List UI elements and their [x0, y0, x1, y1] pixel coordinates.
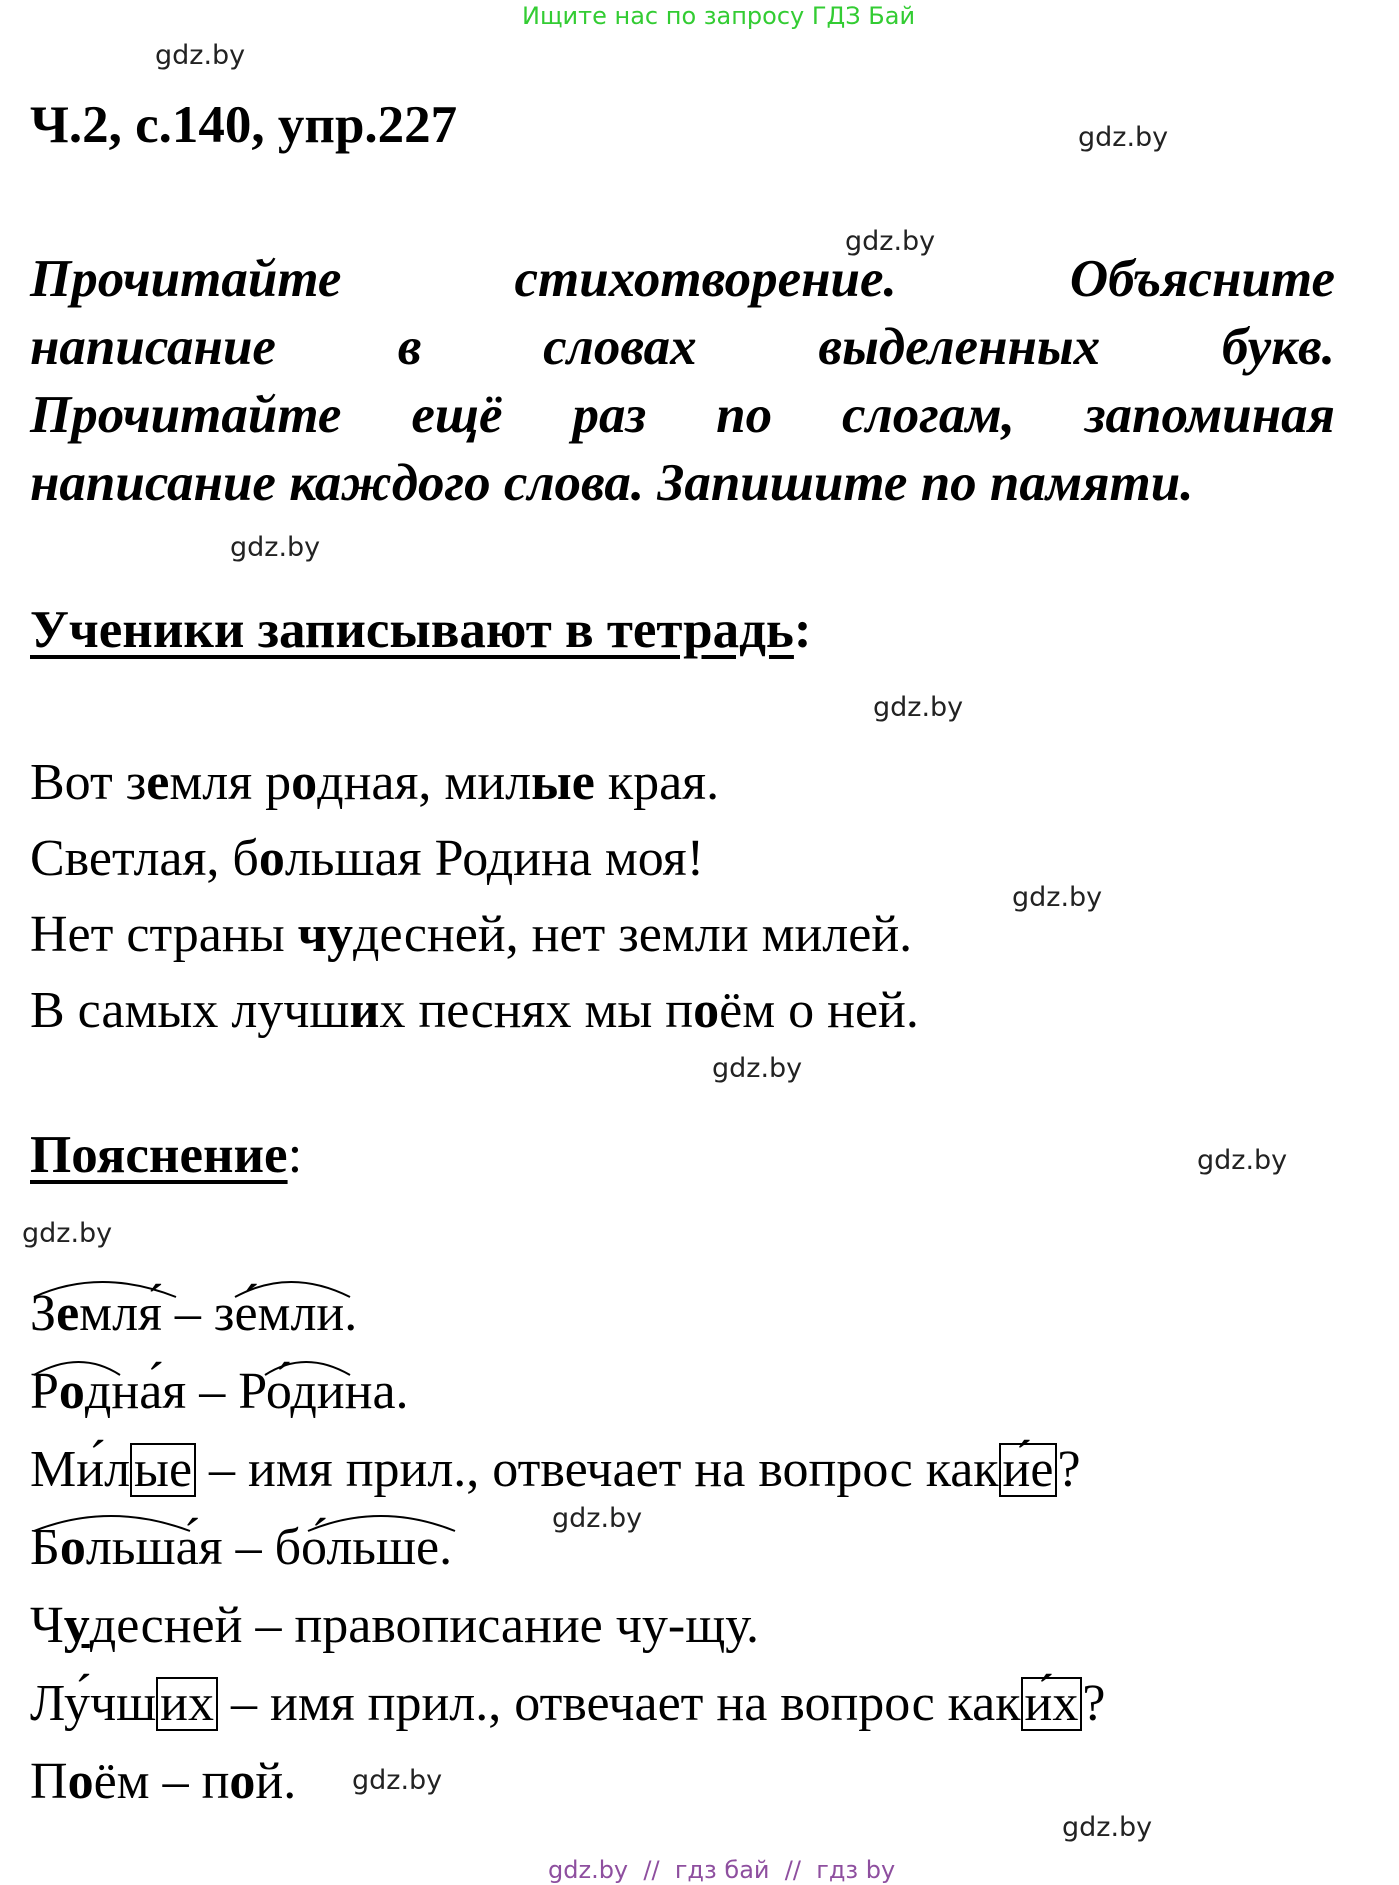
explanation	[30, 1275, 1105, 1821]
explanation-row-3: Ми́лые – имя прил., отвечает на вопрос каки́е?	[30, 1441, 1081, 1498]
footer-links[interactable]: gdz.by // гдз бай // гдз by	[548, 1856, 896, 1884]
task-line-4: написание каждого слова. Запишите по памяти.	[30, 454, 1194, 512]
watermark: gdz.by	[1012, 882, 1103, 913]
poem-line-4: В самых лучших песнях мы поём о ней.	[30, 982, 919, 1039]
explanation-row-5: Чудесней – правописание чу-щу.	[30, 1597, 760, 1654]
ending-box: и́е	[999, 1443, 1058, 1497]
ending-box: и́х	[1021, 1677, 1083, 1731]
section-title-explanation: Пояснение:	[30, 1126, 303, 1184]
watermark: gdz.by	[552, 1503, 643, 1534]
poem-line-2: Светлая, большая Родина моя!	[30, 830, 705, 887]
task-line-2: написание в словах выделенных букв.	[30, 318, 1335, 376]
watermark: gdz.by	[230, 532, 321, 563]
explanation-row-4: Больша́я – бо́льше.	[30, 1509, 1105, 1587]
root-arc-icon	[30, 1267, 450, 1307]
ending-box: их	[156, 1677, 218, 1731]
watermark: gdz.by	[845, 226, 936, 257]
watermark: gdz.by	[155, 40, 246, 71]
watermark: gdz.by	[352, 1765, 443, 1796]
poem	[30, 745, 919, 1049]
watermark: gdz.by	[1078, 122, 1169, 153]
root-arc-icon	[30, 1501, 550, 1541]
task-line-1: Прочитайте стихотворение. Объясните	[30, 250, 1335, 308]
task-text	[30, 245, 1335, 517]
watermark: gdz.by	[873, 692, 964, 723]
watermark: gdz.by	[1062, 1812, 1153, 1843]
explanation-row-1: Земля́ – зе́мли.	[30, 1275, 1105, 1353]
section-title-notebook: Ученики записывают в тетрадь:	[30, 601, 812, 659]
root-arc-icon	[30, 1345, 450, 1385]
watermark: gdz.by	[22, 1218, 113, 1249]
poem-line-3: Нет страны чудесней, нет земли милей.	[30, 906, 913, 963]
poem-line-1: Вот земля родная, милые края.	[30, 754, 720, 811]
page-title: Ч.2, с.140, упр.227	[30, 96, 458, 154]
watermark: gdz.by	[712, 1053, 803, 1084]
explanation-row-2: Родна́я – Ро́дина.	[30, 1353, 1105, 1431]
watermark: gdz.by	[1197, 1145, 1288, 1176]
explanation-row-7: Поём – пой.	[30, 1753, 297, 1810]
ending-box: ые	[130, 1443, 196, 1497]
top-banner[interactable]: Ищите нас по запросу ГДЗ Бай	[522, 2, 916, 30]
explanation-row-6: Лу́чших – имя прил., отвечает на вопрос каки́х?	[30, 1675, 1106, 1732]
task-line-3: Прочитайте ещё раз по слогам, запоминая	[30, 386, 1335, 444]
